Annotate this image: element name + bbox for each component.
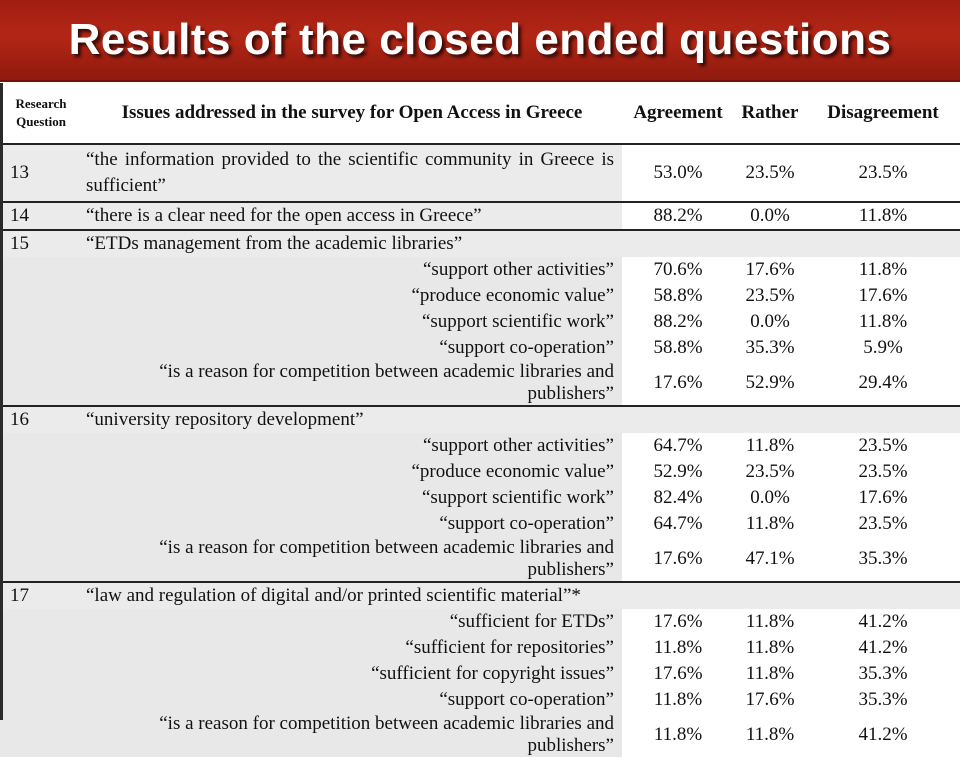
table-row [0,230,960,257]
question-number [0,459,82,485]
agreement-value [622,230,734,257]
agreement-value [622,582,734,609]
sub-issue-text: “support co-operation” [82,335,622,361]
agreement-value: 88.2% [622,309,734,335]
table-row [0,511,960,537]
issue-text: “ETDs management from the academic libraries” [82,230,622,257]
rather-value [734,582,806,609]
results-table-container [0,83,960,756]
agreement-value: 11.8% [622,687,734,713]
rather-value: 17.6% [734,257,806,283]
header-agreement: Agreement [622,83,734,144]
sub-issue-text: “is a reason for competition between academic libraries and publishers” [82,361,622,406]
rather-value: 11.8% [734,635,806,661]
disagreement-value: 29.4% [806,361,960,406]
sub-issue-text: “is a reason for competition between academic libraries and publishers” [82,537,622,582]
table-row [0,459,960,485]
header-disagreement: Disagreement [806,83,960,144]
rather-value: 52.9% [734,361,806,406]
agreement-value: 11.8% [622,713,734,757]
header-issues: Issues addressed in the survey for Open Access in Greece [82,83,622,144]
sub-issue-text: “sufficient for ETDs” [82,609,622,635]
sub-issue-text: “support other activities” [82,257,622,283]
question-number [0,257,82,283]
question-number [0,361,82,406]
rather-value: 11.8% [734,433,806,459]
disagreement-value: 17.6% [806,283,960,309]
question-number [0,309,82,335]
agreement-value: 70.6% [622,257,734,283]
agreement-value: 17.6% [622,537,734,582]
table-header-row [0,83,960,144]
agreement-value: 58.8% [622,283,734,309]
disagreement-value: 5.9% [806,335,960,361]
sub-issue-text: “is a reason for competition between academic libraries and publishers” [82,713,622,757]
question-number [0,485,82,511]
disagreement-value: 35.3% [806,537,960,582]
question-number [0,687,82,713]
agreement-value: 88.2% [622,202,734,230]
agreement-value: 64.7% [622,433,734,459]
sub-issue-text: “produce economic value” [82,459,622,485]
question-number: 13 [0,144,82,202]
header-rather: Rather [734,83,806,144]
rather-value: 35.3% [734,335,806,361]
question-number: 15 [0,230,82,257]
table-row [0,202,960,230]
sub-issue-text: “support scientific work” [82,485,622,511]
disagreement-value [806,230,960,257]
rather-value: 11.8% [734,609,806,635]
question-number: 16 [0,406,82,433]
table-row [0,361,960,406]
rather-value: 23.5% [734,459,806,485]
question-number: 14 [0,202,82,230]
table-row [0,609,960,635]
table-row [0,144,960,202]
rather-value: 17.6% [734,687,806,713]
rather-value: 11.8% [734,713,806,757]
sub-issue-text: “support co-operation” [82,511,622,537]
question-number [0,609,82,635]
disagreement-value [806,406,960,433]
agreement-value [622,406,734,433]
disagreement-value: 41.2% [806,635,960,661]
disagreement-value: 35.3% [806,661,960,687]
agreement-value: 11.8% [622,635,734,661]
slide-title: Results of the closed ended questions [68,15,892,64]
table-row [0,485,960,511]
table-row [0,661,960,687]
rather-value: 23.5% [734,144,806,202]
rather-value: 0.0% [734,202,806,230]
left-border [0,83,3,720]
agreement-value: 17.6% [622,361,734,406]
agreement-value: 52.9% [622,459,734,485]
table-row [0,406,960,433]
disagreement-value: 11.8% [806,202,960,230]
disagreement-value: 17.6% [806,485,960,511]
table-row [0,635,960,661]
disagreement-value: 23.5% [806,144,960,202]
title-banner [0,0,960,82]
rather-value: 0.0% [734,309,806,335]
issue-text: “there is a clear need for the open access in Greece” [82,202,622,230]
disagreement-value: 23.5% [806,433,960,459]
question-number [0,283,82,309]
question-number [0,661,82,687]
agreement-value: 53.0% [622,144,734,202]
table-row [0,257,960,283]
table-row [0,537,960,582]
sub-issue-text: “sufficient for copyright issues” [82,661,622,687]
disagreement-value [806,582,960,609]
disagreement-value: 23.5% [806,511,960,537]
disagreement-value: 41.2% [806,713,960,757]
disagreement-value: 35.3% [806,687,960,713]
issue-text: “university repository development” [82,406,622,433]
disagreement-value: 11.8% [806,309,960,335]
table-row [0,309,960,335]
table-row [0,582,960,609]
question-number [0,537,82,582]
rather-value: 11.8% [734,661,806,687]
rather-value: 0.0% [734,485,806,511]
results-table [0,83,960,757]
disagreement-value: 23.5% [806,459,960,485]
agreement-value: 64.7% [622,511,734,537]
disagreement-value: 41.2% [806,609,960,635]
question-number [0,635,82,661]
table-row [0,335,960,361]
sub-issue-text: “produce economic value” [82,283,622,309]
disagreement-value: 11.8% [806,257,960,283]
table-row [0,283,960,309]
question-number: 17 [0,582,82,609]
table-body [0,144,960,757]
rather-value [734,406,806,433]
header-research-question: Research Question [0,83,82,144]
agreement-value: 17.6% [622,661,734,687]
sub-issue-text: “support co-operation” [82,687,622,713]
table-row [0,687,960,713]
question-number [0,713,82,757]
question-number [0,433,82,459]
agreement-value: 82.4% [622,485,734,511]
agreement-value: 58.8% [622,335,734,361]
table-row [0,433,960,459]
sub-issue-text: “support scientific work” [82,309,622,335]
table-row [0,713,960,757]
question-number [0,511,82,537]
sub-issue-text: “support other activities” [82,433,622,459]
rather-value: 23.5% [734,283,806,309]
issue-text: “the information provided to the scientific community in Greece is sufficient” [82,144,622,202]
question-number [0,335,82,361]
rather-value [734,230,806,257]
issue-text: “law and regulation of digital and/or printed scientific material”* [82,582,622,609]
agreement-value: 17.6% [622,609,734,635]
rather-value: 47.1% [734,537,806,582]
sub-issue-text: “sufficient for repositories” [82,635,622,661]
rather-value: 11.8% [734,511,806,537]
